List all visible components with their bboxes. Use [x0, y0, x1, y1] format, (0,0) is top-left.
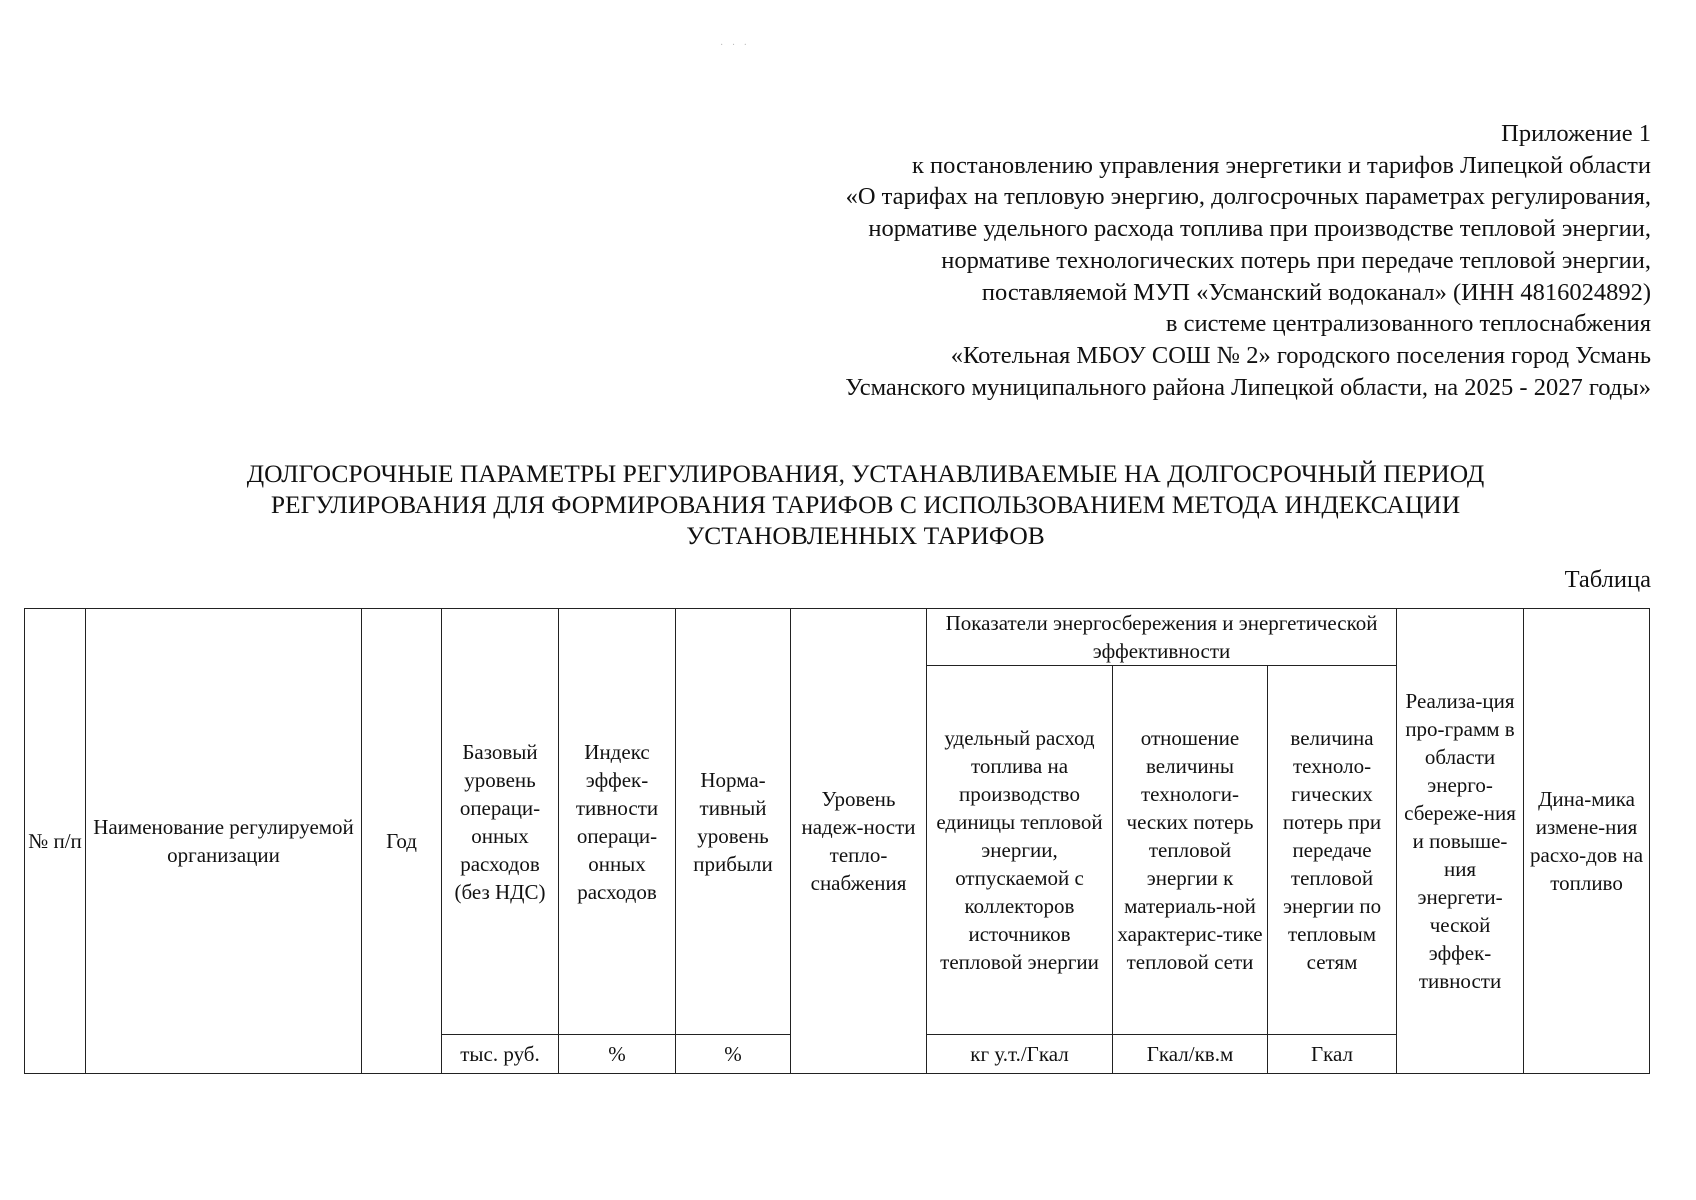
header-base-opex: Базовый уровень операци-онных расходов (без НДС) — [442, 609, 559, 1035]
header-year: Год — [362, 609, 442, 1074]
header-fuel-consumption: удельный расход топлива на производство единицы тепловой энергии, отпускаемой с коллекторов источников тепловой энергии — [927, 666, 1113, 1035]
table-caption: Таблица — [1564, 566, 1651, 593]
unit-heat-losses: Гкал — [1268, 1035, 1397, 1074]
unit-efficiency-index: % — [559, 1035, 676, 1074]
header-efficiency-index: Индекс эффек-тивности операци-онных расходов — [559, 609, 676, 1035]
appendix-line: к постановлению управления энергетики и тарифов Липецкой области — [911, 151, 1651, 179]
document-title — [80, 458, 1651, 551]
unit-profit-level: % — [676, 1035, 791, 1074]
appendix-line: «Котельная МБОУ СОШ № 2» городского поселения город Усмань — [950, 341, 1651, 369]
header-energy-efficiency-group: Показатели энергосбережения и энергетической эффективности — [927, 609, 1397, 666]
appendix-line: поставляемой МУП «Усманский водоканал» (ИНН 4816024892) — [981, 278, 1651, 306]
appendix-header — [845, 118, 1651, 403]
header-num: № п/п — [25, 609, 86, 1074]
unit-base-opex: тыс. руб. — [442, 1035, 559, 1074]
unit-fuel-consumption: кг у.т./Гкал — [927, 1035, 1113, 1074]
header-organization: Наименование регулируемой организации — [86, 609, 362, 1074]
header-profit-level: Норма-тивный уровень прибыли — [676, 609, 791, 1035]
header-fuel-dynamics: Дина-мика измене-ния расхо-дов на топливо — [1524, 609, 1650, 1074]
title-line: РЕГУЛИРОВАНИЯ ДЛЯ ФОРМИРОВАНИЯ ТАРИФОВ С ИСПОЛЬЗОВАНИЕМ МЕТОДА ИНДЕКСАЦИИ — [270, 490, 1461, 519]
unit-loss-ratio: Гкал/кв.м — [1113, 1035, 1268, 1074]
appendix-line: нормативе технологических потерь при передаче тепловой энергии, — [941, 246, 1651, 274]
header-heat-losses: величина техноло-гических потерь при передаче тепловой энергии по тепловым сетям — [1268, 666, 1397, 1035]
header-loss-ratio: отношение величины технологи-ческих потерь тепловой энергии к материаль-ной характерис-тике тепловой сети — [1113, 666, 1268, 1035]
title-line: УСТАНОВЛЕННЫХ ТАРИФОВ — [686, 521, 1045, 550]
appendix-line: в системе централизованного теплоснабжения — [1165, 310, 1651, 338]
header-reliability: Уровень надеж-ности тепло-снабжения — [791, 609, 927, 1074]
header-programs: Реализа-ция про-грамм в области энерго-сбереже-ния и повыше-ния энергети-ческой эффек-тивности — [1397, 609, 1524, 1074]
appendix-line: Усманского муниципального района Липецкой области, на 2025 - 2027 годы» — [845, 373, 1651, 401]
appendix-line: Приложение 1 — [1501, 120, 1651, 147]
appendix-line: «О тарифах на тепловую энергию, долгосрочных параметрах регулирования, — [845, 183, 1651, 211]
parameters-table — [24, 608, 1650, 1074]
title-line: ДОЛГОСРОЧНЫЕ ПАРАМЕТРЫ РЕГУЛИРОВАНИЯ, УСТАНАВЛИВАЕМЫЕ НА ДОЛГОСРОЧНЫЙ ПЕРИОД — [246, 459, 1485, 488]
appendix-line: нормативе удельного расхода топлива при производстве тепловой энергии, — [868, 215, 1651, 243]
scan-artifact: · · · — [720, 40, 750, 51]
